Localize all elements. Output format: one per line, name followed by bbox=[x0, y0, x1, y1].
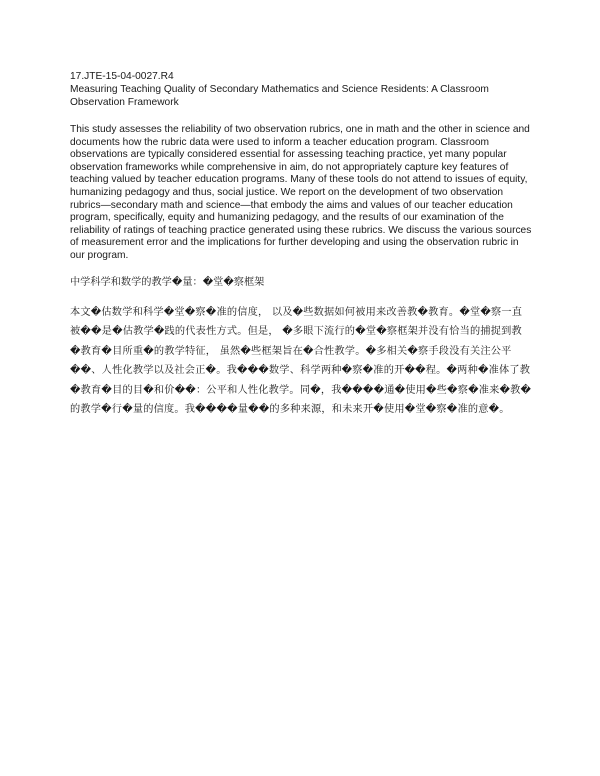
english-abstract: This study assesses the reliability of two observation rubrics, one in math and the other in science and documents how the rubric data were used to inform a teacher education program. Classroom observations are typically considered essential for assessing teaching practice, yet many popular observation frameworks while comprehensive in aim, do not appropriately capture key features of teaching valued by teacher education programs. Many of these tools do not attend to issues of equity, humanizing pedagogy and thus, social justice. We report on the development of two observation rubrics—secondary math and science—that embody the aims and values of our teacher education program, specifically, equity and humanizing pedagogy, and the results of our examination of the reliability of ratings of teaching practice generated using these rubrics. We discuss the various sources of measurement error and the implications for further developing and using the observation rubric in our program. bbox=[70, 124, 532, 261]
chinese-title: 中学科学和数学的教学�量：�堂�察框架 bbox=[70, 276, 265, 288]
chinese-abstract: 本文�估数学和科学�堂�察�准的信度， 以及�些数据如何被用来改善教�教育。�堂�察一直被��是�估教学�践的代表性方式。但是， �多眼下流行的�堂�察框架并没有恰当的捕捉到教�教育�目所重�的教学特征， 虽然�些框架旨在�合性教学。�多相关�察手段没有关注公平��、人性化教学以及社会正�。我���数学、科学两种�察�准的开��程。�两种�准体了教�教育�目的目�和价��：公平和人性化教学。同�，我����通�使用�些�察�准来�教�的教学�行�量的信度。我����量��的多种来源，和未来开�使用�堂�察�准的意�。 bbox=[70, 306, 532, 416]
paper-title: Measuring Teaching Quality of Secondary Mathematics and Science Residents: A Classroom Observation Framework bbox=[70, 84, 489, 108]
manuscript-id: 17.JTE-15-04-0027.R4 bbox=[70, 71, 174, 82]
document-body bbox=[70, 70, 532, 420]
